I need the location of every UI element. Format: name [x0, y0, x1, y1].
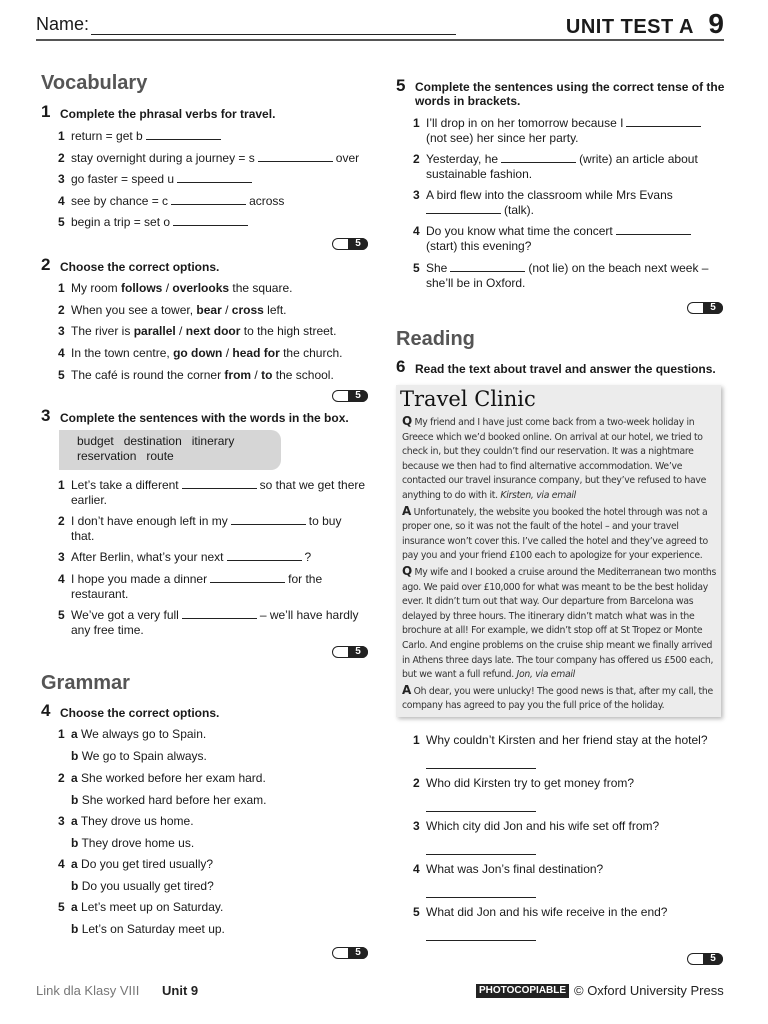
option[interactable]: She worked hard before her exam.: [81, 793, 267, 807]
item-text: The river is: [71, 324, 134, 338]
list-item: [413, 261, 728, 291]
exercise-number: 1: [41, 102, 51, 121]
answer-marker: A: [402, 682, 411, 697]
list-item: [413, 152, 728, 182]
option[interactable]: Let’s meet up on Saturday.: [81, 900, 224, 914]
option-separator: /: [251, 368, 262, 382]
instruction-line: words in brackets.: [415, 94, 521, 108]
question-marker: Q: [402, 563, 412, 578]
answer-line[interactable]: [426, 811, 536, 812]
item-number: 3: [58, 324, 65, 338]
list-item: [58, 478, 373, 508]
answer-blank[interactable]: [173, 215, 248, 226]
exercise-number: 5: [396, 76, 406, 95]
article-title: Travel Clinic: [400, 387, 536, 411]
option[interactable]: to: [261, 368, 273, 382]
item-text: the square.: [229, 281, 293, 295]
item-number: 4: [58, 194, 65, 208]
item-number: 5: [413, 905, 420, 919]
item-text: We’ve got a very full: [71, 608, 179, 622]
option[interactable]: Do you get tired usually?: [81, 857, 214, 871]
option[interactable]: We go to Spain always.: [81, 749, 207, 763]
item-text: the school.: [272, 368, 334, 382]
name-label: Name:: [36, 14, 90, 34]
item-number: 1: [413, 116, 420, 130]
item-number: 4: [58, 346, 65, 360]
article-signature: Jon, via email: [516, 669, 575, 681]
travel-clinic-article: [396, 385, 721, 717]
item-text: The café is round the corner: [71, 368, 225, 382]
answer-blank[interactable]: [231, 514, 306, 525]
exercise-number: 6: [396, 357, 406, 376]
list-item: [58, 572, 373, 602]
option[interactable]: Let’s on Saturday meet up.: [81, 922, 225, 936]
item-text: Yesterday, he: [426, 152, 499, 166]
item-number: 5: [58, 368, 65, 382]
item-number: 1: [58, 727, 65, 741]
option-label: b: [71, 793, 79, 807]
item-text: (not see) her since her party.: [426, 131, 579, 145]
option-separator: /: [221, 303, 232, 317]
score-badge: 5: [332, 390, 368, 402]
item-number: 2: [413, 152, 420, 166]
item-text: I hope you made a dinner: [71, 572, 208, 586]
photocopiable-badge: PHOTOCOPIABLE: [476, 984, 569, 998]
item-text: over: [335, 151, 360, 165]
list-item: [58, 814, 358, 850]
header-rule: [36, 39, 724, 41]
question-text: What was Jon’s final destination?: [426, 862, 604, 876]
item-number: 1: [58, 129, 65, 143]
item-text: stay overnight during a journey = s: [71, 151, 255, 165]
exercise-instruction: Choose the correct options.: [60, 706, 220, 720]
item-number: 5: [58, 215, 65, 229]
item-text: sustainable fashion.: [426, 167, 533, 181]
item-text: ?: [304, 550, 312, 564]
item-number: 2: [413, 776, 420, 790]
list-item: [58, 857, 358, 893]
option-separator: /: [162, 281, 173, 295]
question-text: Who did Kirsten try to get money from?: [426, 776, 635, 790]
article-text: Oh dear, you were unlucky! The good news is that, after my call, the company has agreed to pay you the full price of the holiday.: [402, 685, 713, 712]
name-field-line[interactable]: [91, 34, 456, 35]
score-badge: 5: [687, 302, 723, 314]
unit-title: UNIT TEST A: [565, 16, 694, 38]
word-box-line: reservation route: [77, 449, 174, 463]
article-text: Unfortunately, the website you booked the hotel through was not a proper one, so it was not the fault of the hotel – and your travel insurance won’t cover this. I’ve called the hotel and they’ve agreed to pay you and your friend £100 each to apologize for your experience.: [402, 506, 708, 562]
item-number: 2: [58, 303, 65, 317]
answer-blank[interactable]: [146, 129, 221, 140]
article-answer: [402, 683, 716, 714]
item-number: 4: [413, 224, 420, 238]
question-text: Which city did Jon and his wife set off from?: [426, 819, 660, 833]
item-number: 4: [58, 572, 65, 586]
score-badge: 5: [332, 947, 368, 959]
list-item: [413, 224, 728, 254]
item-number: 5: [58, 900, 65, 914]
option-label: a: [71, 900, 78, 914]
option-label: b: [71, 836, 79, 850]
footer-unit: Unit 9: [162, 983, 199, 998]
item-number: 5: [58, 608, 65, 622]
item-number: 3: [58, 550, 65, 564]
option[interactable]: follows: [121, 281, 163, 295]
item-text: return = get b: [71, 129, 143, 143]
section-title-reading: Reading: [396, 328, 475, 350]
article-question: [402, 564, 716, 683]
option-label: a: [71, 727, 78, 741]
option[interactable]: parallel: [133, 324, 176, 338]
answer-blank[interactable]: [210, 572, 285, 583]
list-item: [413, 188, 728, 218]
answer-blank[interactable]: [426, 203, 501, 214]
exercise-number: 4: [41, 701, 51, 720]
question-text: What did Jon and his wife receive in the end?: [426, 905, 668, 919]
option-label: b: [71, 922, 79, 936]
item-number: 2: [58, 151, 65, 165]
answer-line[interactable]: [426, 768, 536, 769]
item-text: see by chance = c: [71, 194, 169, 208]
score-badge: 5: [687, 953, 723, 965]
unit-number: 9: [708, 8, 724, 39]
article-body: [402, 414, 716, 714]
exercise-instruction: Choose the correct options.: [60, 260, 220, 274]
answer-blank[interactable]: [171, 194, 246, 205]
question-marker: Q: [402, 414, 412, 428]
section-title-grammar: Grammar: [41, 672, 130, 694]
item-text: I’ll drop in on her tomorrow because I: [426, 116, 624, 130]
exercise-instruction: Read the text about travel and answer the questions.: [415, 362, 716, 376]
item-number: 4: [58, 857, 65, 871]
answer-blank[interactable]: [616, 224, 691, 235]
answer-line[interactable]: [426, 940, 536, 941]
exercise-number: 2: [41, 255, 51, 274]
footer-series: Link dla Klasy VIII: [36, 983, 140, 998]
option[interactable]: next door: [185, 324, 241, 338]
item-number: 5: [413, 261, 420, 275]
answer-blank[interactable]: [177, 172, 252, 183]
list-item: [58, 771, 358, 807]
item-text: to buy: [308, 514, 342, 528]
option[interactable]: from: [224, 368, 252, 382]
item-text: she’ll be in Oxford.: [426, 276, 526, 290]
item-number: 3: [58, 814, 65, 828]
word-box-line: budget destination itinerary: [77, 434, 235, 448]
article-signature: Kirsten, via email: [500, 489, 576, 501]
option[interactable]: She worked before her exam hard.: [81, 771, 266, 785]
option[interactable]: They drove us home.: [80, 814, 194, 828]
option[interactable]: Do you usually get tired?: [81, 879, 214, 893]
item-text: A bird flew into the classroom while Mrs Evans: [426, 188, 673, 202]
page-header: [36, 10, 724, 42]
exercise-instruction: Complete the phrasal verbs for travel.: [60, 107, 276, 121]
item-text: left.: [263, 303, 287, 317]
list-item: [58, 608, 373, 638]
option[interactable]: We always go to Spain.: [81, 727, 207, 741]
option-label: b: [71, 749, 79, 763]
answer-blank[interactable]: [450, 261, 525, 272]
answer-marker: A: [402, 503, 411, 518]
item-number: 3: [413, 188, 420, 202]
item-text: After Berlin, what’s your next: [71, 550, 224, 564]
item-text: go faster = speed u: [71, 172, 175, 186]
option-separator: /: [222, 346, 233, 360]
item-text: (talk).: [504, 203, 534, 217]
item-text: the church.: [279, 346, 343, 360]
option-label: b: [71, 879, 79, 893]
score-badge: 5: [332, 646, 368, 658]
answer-blank[interactable]: [501, 152, 576, 163]
item-number: 1: [413, 733, 420, 747]
item-text: to the high street.: [240, 324, 337, 338]
footer-publisher: © Oxford University Press: [574, 983, 724, 998]
item-text: earlier.: [71, 493, 108, 507]
article-question: [402, 414, 716, 504]
item-number: 1: [58, 478, 65, 492]
answer-blank[interactable]: [227, 550, 302, 561]
item-text: Do you know what time the concert: [426, 224, 613, 238]
section-title-vocabulary: Vocabulary: [41, 72, 148, 94]
exercise-instruction: [415, 80, 725, 108]
article-answer: [402, 504, 716, 564]
item-text: In the town centre,: [71, 346, 174, 360]
list-item: [58, 514, 373, 544]
option-label: a: [71, 814, 78, 828]
option[interactable]: bear: [196, 303, 222, 317]
item-text: (write) an article about: [579, 152, 698, 166]
item-text: – we’ll have hardly: [259, 608, 359, 622]
option[interactable]: head for: [232, 346, 280, 360]
answer-blank[interactable]: [182, 478, 257, 489]
list-item: [58, 727, 358, 763]
item-text: any free time.: [71, 623, 144, 637]
answer-line[interactable]: [426, 854, 536, 855]
instruction-line: Complete the sentences using the correct tense of the: [415, 80, 725, 94]
item-text: I don’t have enough left in my: [71, 514, 228, 528]
item-number: 3: [413, 819, 420, 833]
option-label: a: [71, 771, 78, 785]
item-text: so that we get there: [259, 478, 366, 492]
item-text: that.: [71, 529, 95, 543]
answer-blank[interactable]: [258, 151, 333, 162]
item-number: 3: [58, 172, 65, 186]
option-separator: /: [175, 324, 186, 338]
item-number: 2: [58, 514, 65, 528]
list-item: [58, 900, 358, 936]
item-text: begin a trip = set o: [71, 215, 171, 229]
option-label: a: [71, 857, 78, 871]
item-text: for the: [288, 572, 323, 586]
answer-line[interactable]: [426, 897, 536, 898]
item-number: 4: [413, 862, 420, 876]
item-text: When you see a tower,: [71, 303, 197, 317]
item-text: (start) this evening?: [426, 239, 532, 253]
list-item: [413, 116, 728, 146]
article-text: My wife and I booked a cruise around the Mediterranean two months ago. We paid over £10,000 for what was meant to be the best holiday ever. It didn’t turn out that way. Our departure from Barcelona was delayed by three hours. The itinerary didn’t match what was in the brochure at all! For example, we didn’t stop off at St Tropez or Monte Carlo. And engine problems on the cruise ship meant we finally arrived in Athens three days late. The tour company has offered us £500 each, but we want a full refund.: [402, 566, 716, 681]
article-text: My friend and I have just come back from a two-week holiday in Greece which we’d booked online. On arrival at our hotel, we tried to check in, but they couldn’t find our reservation. It was a nightmare because we then had to find alternative accommodation. We’ve contacted our travel insurance company, but they’ve refused to have anything to do with it.: [402, 417, 707, 501]
exercise-instruction: Complete the sentences with the words in the box.: [60, 411, 349, 425]
item-text: My room: [71, 281, 122, 295]
exercise-number: 3: [41, 406, 51, 425]
item-text: (not lie) on the beach next week –: [528, 261, 709, 275]
option[interactable]: overlooks: [172, 281, 230, 295]
item-number: 1: [58, 281, 65, 295]
item-text: Let’s take a different: [71, 478, 179, 492]
option[interactable]: cross: [231, 303, 264, 317]
item-text: restaurant.: [71, 587, 129, 601]
item-number: 2: [58, 771, 65, 785]
item-text: She: [426, 261, 448, 275]
option[interactable]: go down: [173, 346, 223, 360]
word-box: [59, 430, 281, 470]
answer-blank[interactable]: [626, 116, 701, 127]
option[interactable]: They drove home us.: [81, 836, 195, 850]
answer-blank[interactable]: [182, 608, 257, 619]
item-text: across: [249, 194, 285, 208]
score-badge: 5: [332, 238, 368, 250]
question-text: Why couldn’t Kirsten and her friend stay at the hotel?: [426, 733, 708, 747]
